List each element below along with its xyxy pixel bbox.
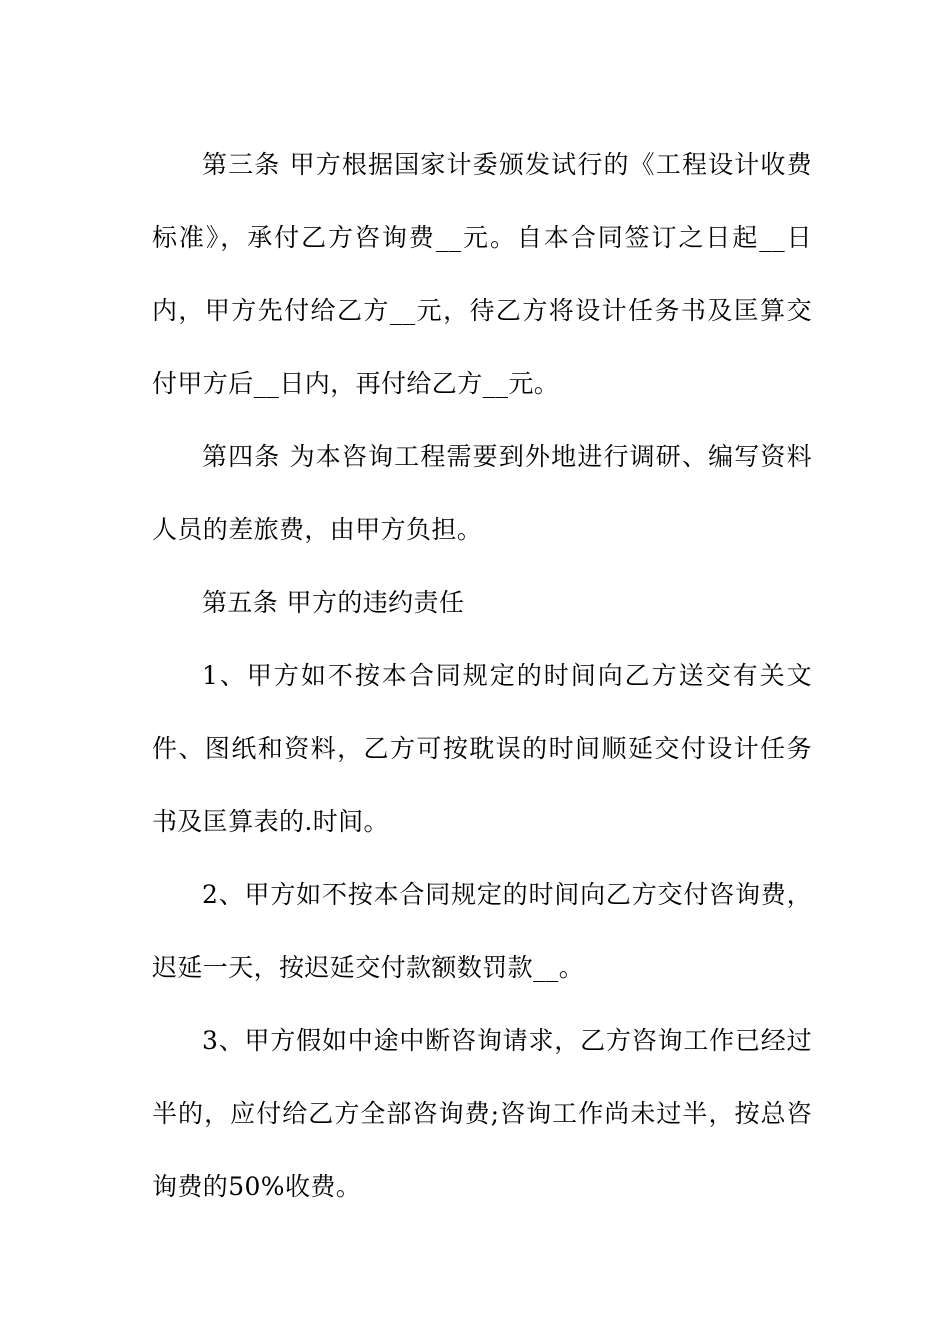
paragraph-item-2: 2、甲方如不按本合同规定的时间向乙方交付咨询费，迟延一天，按迟延交付款额数罚款__。: [152, 880, 812, 982]
paragraph-item-1: 1、甲方如不按本合同规定的时间向乙方送交有关文件、图纸和资料，乙方可按耽误的时间顺延交付设计任务书及匡算表的.时间。: [152, 661, 812, 836]
paragraph-article-5-heading: 第五条 甲方的违约责任: [202, 588, 465, 617]
document-body: [152, 128, 812, 1223]
paragraph-article-3: 第三条 甲方根据国家计委颁发试行的《工程设计收费标准》，承付乙方咨询费__元。自本合同签订之日起__日内，甲方先付给乙方__元，待乙方将设计任务书及匡算交付甲方后__日内，再付给乙方__元。: [152, 150, 812, 398]
paragraph-article-4: 第四条 为本咨询工程需要到外地进行调研、编写资料人员的差旅费，由甲方负担。: [152, 442, 812, 544]
paragraph-item-3: 3、甲方假如中途中断咨询请求，乙方咨询工作已经过半的，应付给乙方全部咨询费;咨询工作尚未过半，按总咨询费的50%收费。: [152, 1026, 812, 1201]
